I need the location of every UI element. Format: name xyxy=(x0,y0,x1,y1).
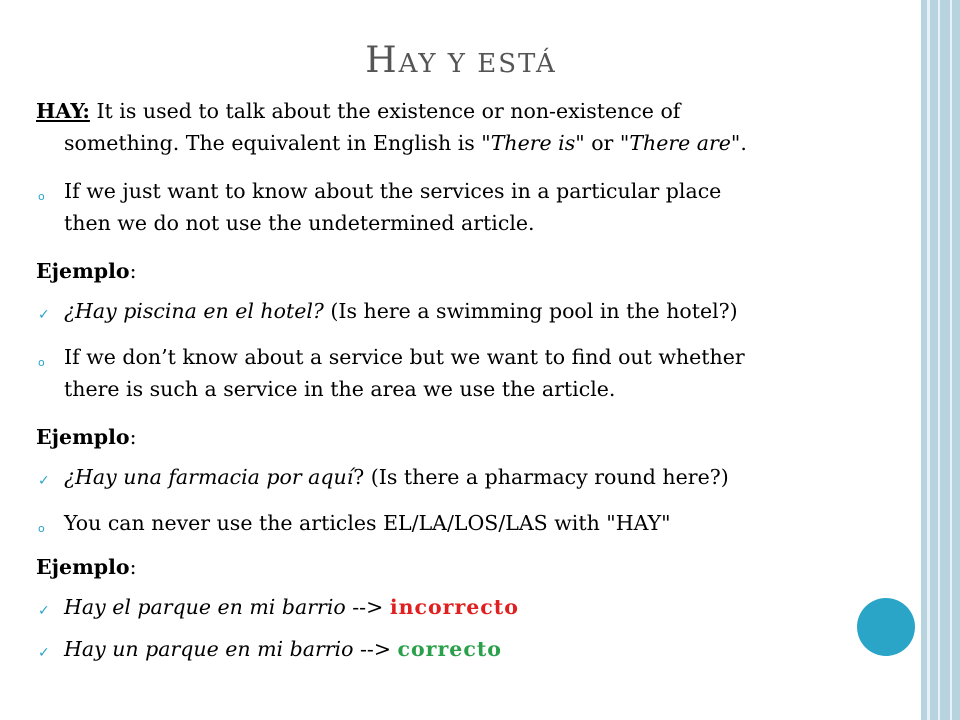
circle-bullet-icon: o xyxy=(38,190,45,203)
ejemplo-label-2: Ejemplo: xyxy=(36,425,137,449)
circle-bullet-icon: o xyxy=(38,356,45,369)
example-4: Hay un parque en mi barrio --> correcto xyxy=(64,637,502,661)
check-bullet-icon: ✓ xyxy=(38,307,50,323)
p1-line-1: If we just want to know about the services in a particular place xyxy=(64,179,722,203)
incorrect-label: incorrecto xyxy=(389,595,519,619)
example-1: ¿Hay piscina en el hotel? (Is here a swimming pool in the hotel?) xyxy=(64,299,738,323)
p2-line-1: If we don’t know about a service but we want to find out whether xyxy=(64,345,745,369)
intro-line-1: HAY: It is used to talk about the existence or non-existence of xyxy=(36,99,681,123)
p3-line-1: You can never use the articles EL/LA/LOS/LAS with "HAY" xyxy=(64,511,671,535)
check-bullet-icon: ✓ xyxy=(38,645,50,661)
circle-bullet-icon: o xyxy=(38,522,45,535)
correct-label: correcto xyxy=(397,637,502,661)
check-bullet-icon: ✓ xyxy=(38,603,50,619)
decorative-circle xyxy=(857,598,915,656)
ejemplo-label-3: Ejemplo: xyxy=(36,555,137,579)
slide-title: HAY Y ESTÁ xyxy=(365,40,557,81)
example-2: ¿Hay una farmacia por aquí? (Is there a pharmacy round here?) xyxy=(64,465,729,489)
ejemplo-label-1: Ejemplo: xyxy=(36,259,137,283)
example-3: Hay el parque en mi barrio --> incorrecto xyxy=(64,595,519,619)
side-stripes xyxy=(918,0,960,720)
p1-line-2: then we do not use the undetermined article. xyxy=(64,211,535,235)
intro-line-2: something. The equivalent in English is "There is" or "There are". xyxy=(64,131,747,155)
check-bullet-icon: ✓ xyxy=(38,473,50,489)
p2-line-2: there is such a service in the area we use the article. xyxy=(64,377,616,401)
